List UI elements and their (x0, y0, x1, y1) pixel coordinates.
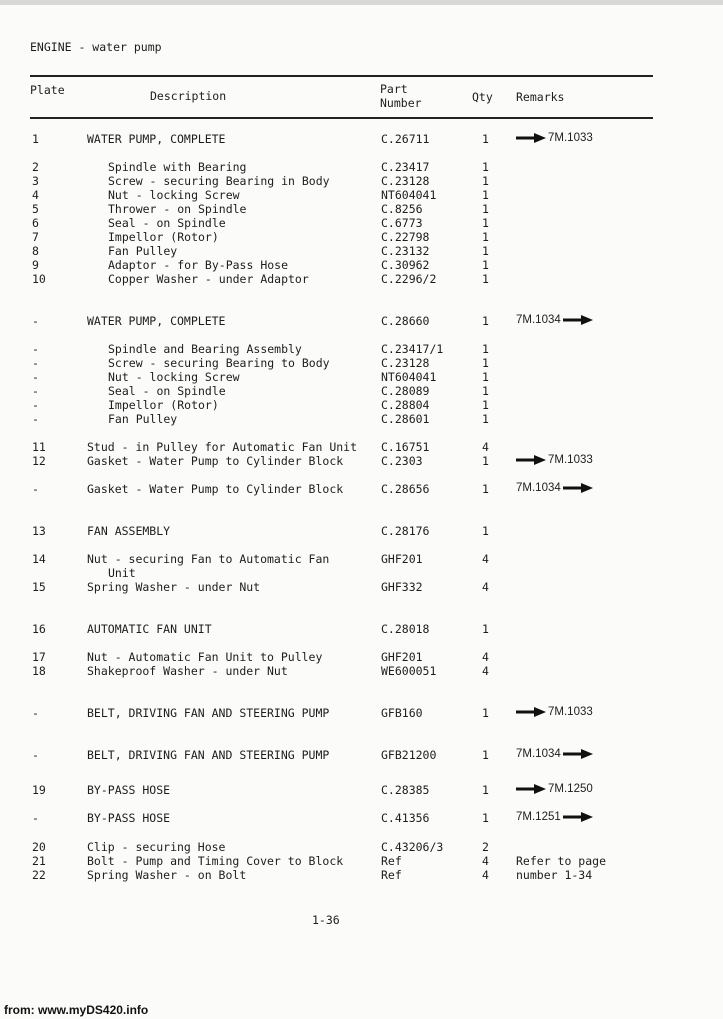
part-description: Nut - Automatic Fan Unit to Pulley (87, 650, 323, 664)
remark (516, 748, 593, 760)
remark (516, 454, 593, 466)
part-number: C.28656 (381, 482, 430, 496)
part-description: WATER PUMP, COMPLETE (87, 314, 226, 328)
plate-number: - (32, 706, 39, 720)
plate-number: 7 (32, 230, 39, 244)
col-header-plate: Plate (30, 83, 65, 97)
quantity: 1 (482, 622, 489, 636)
plate-number: 5 (32, 202, 39, 216)
quantity: 1 (482, 370, 489, 384)
quantity: 1 (482, 482, 489, 496)
plate-number: - (32, 398, 39, 412)
plate-number: - (32, 412, 39, 426)
plate-number: 4 (32, 188, 39, 202)
table-row (0, 552, 723, 566)
part-description: Stud - in Pulley for Automatic Fan Unit (87, 440, 358, 454)
table-row (0, 854, 723, 868)
plate-number: - (32, 370, 39, 384)
remark (516, 868, 592, 882)
part-description: Clip - securing Hose (87, 840, 226, 854)
quantity: 1 (482, 160, 489, 174)
table-row (0, 230, 723, 244)
part-number: NT604041 (381, 370, 437, 384)
plate-number: 10 (32, 272, 46, 286)
remark-text: 7M.1034 (516, 482, 561, 494)
part-description: Nut - locking Screw (108, 188, 240, 202)
remark-text: 7M.1034 (516, 748, 561, 760)
part-number: C.23417 (381, 160, 430, 174)
table-row (0, 188, 723, 202)
part-description: Gasket - Water Pump to Cylinder Block (87, 482, 344, 496)
plate-number: - (32, 811, 39, 825)
part-description: Impellor (Rotor) (108, 230, 219, 244)
quantity: 4 (482, 552, 489, 566)
quantity: 1 (482, 783, 489, 797)
arrow-right-icon (563, 315, 593, 325)
plate-number: 19 (32, 783, 46, 797)
table-row (0, 398, 723, 412)
quantity: 4 (482, 664, 489, 678)
arrow-right-icon (516, 455, 546, 465)
quantity: 1 (482, 258, 489, 272)
part-number: C.23132 (381, 244, 430, 258)
part-description: Spring Washer - under Nut (87, 580, 261, 594)
table-row (0, 454, 723, 468)
quantity: 1 (482, 202, 489, 216)
table-row (0, 314, 723, 328)
remark-text: 7M.1250 (548, 783, 593, 795)
table-row (0, 202, 723, 216)
part-number: C.41356 (381, 811, 430, 825)
header-rule-bottom (30, 117, 653, 119)
arrow-right-icon (516, 133, 546, 143)
remark (516, 132, 593, 144)
part-description: WATER PUMP, COMPLETE (87, 132, 226, 146)
table-row (0, 650, 723, 664)
part-description: Seal - on Spindle (108, 384, 226, 398)
arrow-right-icon (563, 812, 593, 822)
table-row (0, 783, 723, 797)
part-description: FAN ASSEMBLY (87, 524, 171, 538)
table-row (0, 370, 723, 384)
remark (516, 854, 606, 868)
table-row (0, 440, 723, 454)
table-row (0, 384, 723, 398)
arrow-right-icon (563, 483, 593, 493)
table-row (0, 216, 723, 230)
part-description: Shakeproof Washer - under Nut (87, 664, 288, 678)
quantity: 1 (482, 356, 489, 370)
col-header-remarks: Remarks (516, 90, 565, 104)
part-number: C.6773 (381, 216, 423, 230)
scan-top-edge (0, 0, 723, 5)
part-description: Spindle with Bearing (108, 160, 247, 174)
part-number: GFB21200 (381, 748, 437, 762)
part-number: C.28176 (381, 524, 430, 538)
quantity: 2 (482, 840, 489, 854)
plate-number: 1 (32, 132, 39, 146)
part-number: C.16751 (381, 440, 430, 454)
quantity: 1 (482, 174, 489, 188)
part-description: Gasket - Water Pump to Cylinder Block (87, 454, 344, 468)
plate-number: - (32, 342, 39, 356)
part-number: NT604041 (381, 188, 437, 202)
part-description: Spindle and Bearing Assembly (108, 342, 302, 356)
quantity: 1 (482, 524, 489, 538)
plate-number: 11 (32, 440, 46, 454)
quantity: 1 (482, 244, 489, 258)
part-number: C.28018 (381, 622, 430, 636)
part-number: Ref (381, 854, 402, 868)
part-number: C.2303 (381, 454, 423, 468)
table-row (0, 482, 723, 496)
quantity: 1 (482, 272, 489, 286)
part-number: C.23417/1 (381, 342, 444, 356)
col-header-part-number-2: Number (380, 96, 422, 110)
part-description: BY-PASS HOSE (87, 783, 171, 797)
part-number: C.22798 (381, 230, 430, 244)
part-number: C.30962 (381, 258, 430, 272)
part-description: AUTOMATIC FAN UNIT (87, 622, 212, 636)
part-number: C.23128 (381, 356, 430, 370)
remark (516, 482, 593, 494)
plate-number: 2 (32, 160, 39, 174)
part-number: C.23128 (381, 174, 430, 188)
part-description: Unit (108, 566, 136, 580)
quantity: 1 (482, 811, 489, 825)
part-number: C.28660 (381, 314, 430, 328)
part-number: C.43206/3 (381, 840, 444, 854)
arrow-right-icon (516, 707, 546, 717)
part-number: GFB160 (381, 706, 423, 720)
part-number: C.26711 (381, 132, 430, 146)
table-row (0, 272, 723, 286)
plate-number: 14 (32, 552, 46, 566)
table-row (0, 356, 723, 370)
part-description: Nut - securing Fan to Automatic Fan (87, 552, 330, 566)
quantity: 1 (482, 342, 489, 356)
part-number: C.2296/2 (381, 272, 437, 286)
header-rule-top (30, 75, 653, 77)
table-row (0, 566, 723, 580)
part-number: GHF201 (381, 650, 423, 664)
part-description: Bolt - Pump and Timing Cover to Block (87, 854, 344, 868)
table-row (0, 622, 723, 636)
plate-number: 13 (32, 524, 46, 538)
remark-text: 7M.1034 (516, 314, 561, 326)
part-description: Copper Washer - under Adaptor (108, 272, 309, 286)
quantity: 1 (482, 748, 489, 762)
plate-number: 20 (32, 840, 46, 854)
part-description: Fan Pulley (108, 244, 178, 258)
plate-number: - (32, 356, 39, 370)
arrow-right-icon (516, 784, 546, 794)
col-header-description: Description (150, 89, 227, 103)
plate-number: 21 (32, 854, 46, 868)
plate-number: 17 (32, 650, 46, 664)
part-description: Screw - securing Bearing in Body (108, 174, 330, 188)
plate-number: 3 (32, 174, 39, 188)
plate-number: 16 (32, 622, 46, 636)
quantity: 1 (482, 216, 489, 230)
part-description: Nut - locking Screw (108, 370, 240, 384)
quantity: 4 (482, 440, 489, 454)
table-row (0, 342, 723, 356)
part-description: Impellor (Rotor) (108, 398, 219, 412)
part-description: Thrower - on Spindle (108, 202, 247, 216)
remark (516, 783, 593, 795)
remark-text: 7M.1033 (548, 454, 593, 466)
page-title: ENGINE - water pump (30, 40, 162, 54)
arrow-right-icon (563, 749, 593, 759)
quantity: 1 (482, 454, 489, 468)
page-number: 1-36 (312, 913, 340, 927)
quantity: 1 (482, 384, 489, 398)
part-description: Adaptor - for By-Pass Hose (108, 258, 289, 272)
remark-text: 7M.1033 (548, 132, 593, 144)
plate-number: 6 (32, 216, 39, 230)
part-number: C.28385 (381, 783, 430, 797)
part-number: WE600051 (381, 664, 437, 678)
plate-number: 22 (32, 868, 46, 882)
table-row (0, 811, 723, 825)
quantity: 1 (482, 132, 489, 146)
part-description: BELT, DRIVING FAN AND STEERING PUMP (87, 748, 330, 762)
part-description: Seal - on Spindle (108, 216, 226, 230)
col-header-part-number-1: Part (380, 82, 408, 96)
plate-number: - (32, 314, 39, 328)
table-row (0, 174, 723, 188)
table-row (0, 840, 723, 854)
remark-text: 7M.1251 (516, 811, 561, 823)
table-row (0, 706, 723, 720)
part-number: C.28804 (381, 398, 430, 412)
part-number: C.8256 (381, 202, 423, 216)
quantity: 1 (482, 398, 489, 412)
plate-number: 12 (32, 454, 46, 468)
table-row (0, 524, 723, 538)
table-row (0, 258, 723, 272)
quantity: 4 (482, 854, 489, 868)
quantity: 1 (482, 230, 489, 244)
part-number: C.28089 (381, 384, 430, 398)
remark (516, 811, 593, 823)
part-description: Spring Washer - on Bolt (87, 868, 247, 882)
part-number: C.28601 (381, 412, 430, 426)
table-row (0, 412, 723, 426)
plate-number: - (32, 748, 39, 762)
plate-number: 8 (32, 244, 39, 258)
plate-number: 9 (32, 258, 39, 272)
part-description: Screw - securing Bearing to Body (108, 356, 330, 370)
plate-number: 15 (32, 580, 46, 594)
table-row (0, 868, 723, 882)
quantity: 1 (482, 412, 489, 426)
remark-text: number 1-34 (516, 868, 593, 882)
table-row (0, 748, 723, 762)
quantity: 1 (482, 314, 489, 328)
remark (516, 706, 593, 718)
table-row (0, 244, 723, 258)
quantity: 1 (482, 706, 489, 720)
part-description: BELT, DRIVING FAN AND STEERING PUMP (87, 706, 330, 720)
part-description: BY-PASS HOSE (87, 811, 171, 825)
quantity: 4 (482, 650, 489, 664)
quantity: 4 (482, 580, 489, 594)
part-number: GHF201 (381, 552, 423, 566)
remark (516, 314, 593, 326)
plate-number: - (32, 384, 39, 398)
part-number: Ref (381, 868, 402, 882)
table-row (0, 160, 723, 174)
plate-number: - (32, 482, 39, 496)
quantity: 4 (482, 868, 489, 882)
table-row (0, 580, 723, 594)
remark-text: 7M.1033 (548, 706, 593, 718)
quantity: 1 (482, 188, 489, 202)
part-number: GHF332 (381, 580, 423, 594)
plate-number: 18 (32, 664, 46, 678)
part-description: Fan Pulley (108, 412, 178, 426)
col-header-qty: Qty (472, 90, 493, 104)
source-footer: from: www.myDS420.info (4, 1003, 149, 1017)
remark-text: Refer to page (516, 854, 607, 868)
table-row (0, 132, 723, 146)
table-row (0, 664, 723, 678)
